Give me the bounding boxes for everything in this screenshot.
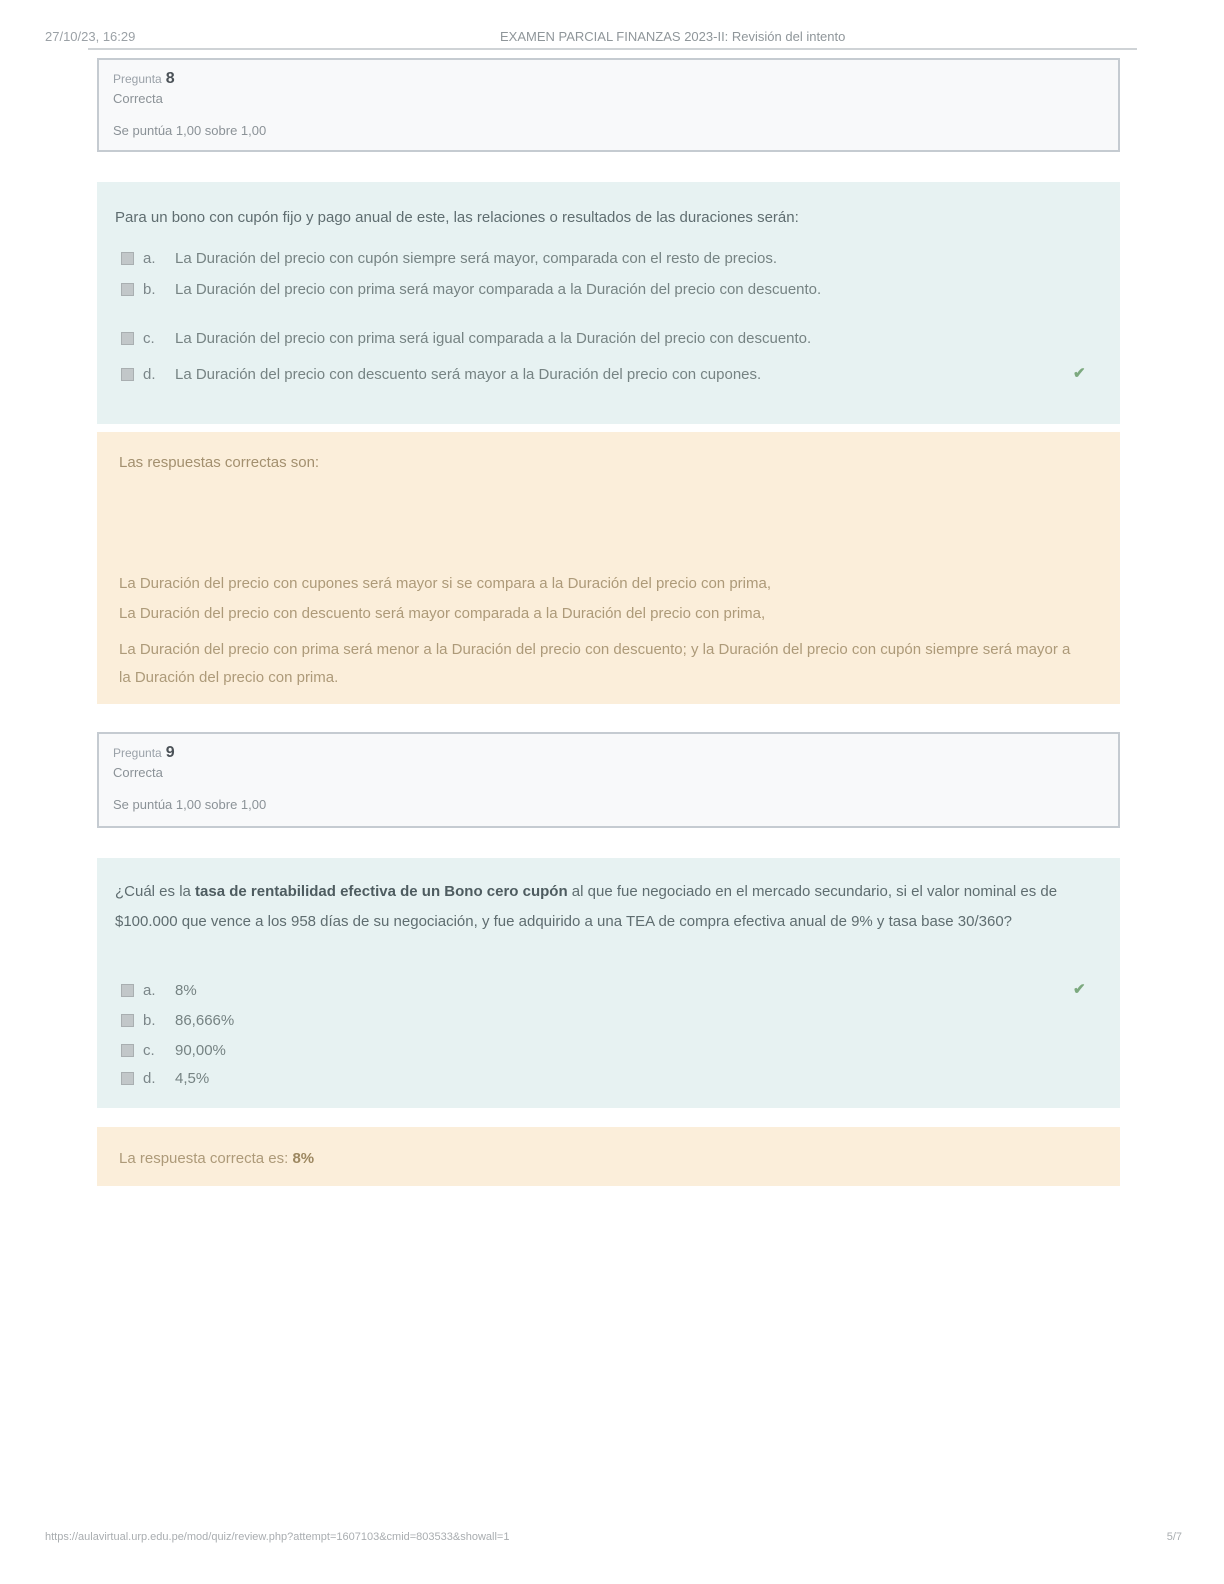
option-text: La Duración del precio con prima será igual comparada a la Duración del precio con descuento. <box>175 330 812 347</box>
correct-check-icon: ✔ <box>1073 365 1086 382</box>
question-9-option-a[interactable] <box>121 982 197 999</box>
question-9-option-b[interactable] <box>121 1012 234 1029</box>
page-title: EXAMEN PARCIAL FINANZAS 2023-II: Revisión del intento <box>500 29 846 44</box>
checkbox-icon[interactable] <box>121 283 134 296</box>
feedback-heading: Las respuestas correctas son: <box>119 454 320 471</box>
print-page-number: 5/7 <box>1166 1531 1182 1543</box>
question-8-body <box>97 182 1120 424</box>
option-text: La Duración del precio con cupón siempre será mayor, comparada con el resto de precios. <box>175 250 777 267</box>
question-state: Correcta <box>113 91 163 106</box>
question-number-row <box>113 744 1104 762</box>
question-number: 8 <box>165 70 175 87</box>
checkbox-icon[interactable] <box>121 252 134 265</box>
question-8-feedback-box <box>97 432 1120 704</box>
question-9-stem <box>115 877 1090 937</box>
question-8-option-d[interactable] <box>121 366 761 383</box>
option-text: La Duración del precio con descuento será mayor a la Duración del precio con cupones. <box>175 366 762 383</box>
question-grade: Se puntúa 1,00 sobre 1,00 <box>113 797 267 812</box>
option-letter: d. <box>143 366 156 383</box>
option-letter: c. <box>143 330 155 347</box>
feedback-line: La Duración del precio con cupones será mayor si se compara a la Duración del precio con prima, <box>119 575 771 592</box>
checkbox-icon[interactable] <box>121 1014 134 1027</box>
print-datetime: 27/10/23, 16:29 <box>45 29 136 44</box>
question-label: Pregunta <box>113 746 162 760</box>
question-9-info-box <box>97 732 1120 828</box>
question-8-info-box <box>97 58 1120 152</box>
option-letter: b. <box>143 281 156 298</box>
checkbox-icon[interactable] <box>121 368 134 381</box>
checkbox-icon[interactable] <box>121 332 134 345</box>
correct-check-icon: ✔ <box>1073 981 1086 998</box>
option-text: 8% <box>175 982 197 999</box>
feedback-heading: La respuesta correcta es: <box>119 1150 293 1167</box>
stem-rest: al que fue negociado en el mercado secundario, si el valor nominal es de $100.000 que vence a los 958 días de su negociación, y fue adquirido a una TEA de compra efectiva anual de 9% y tasa base 30/360? <box>115 883 1058 930</box>
option-letter: a. <box>143 250 156 267</box>
option-text: La Duración del precio con prima será mayor comparada a la Duración del precio con descuento. <box>175 281 822 298</box>
checkbox-icon[interactable] <box>121 1072 134 1085</box>
stem-bold: tasa de rentabilidad efectiva de un Bono cero cupón <box>195 883 568 900</box>
option-letter: c. <box>143 1042 155 1059</box>
feedback-answer: 8% <box>292 1150 315 1167</box>
question-9-body <box>97 858 1120 1108</box>
option-letter: b. <box>143 1012 156 1029</box>
feedback-line <box>119 1145 1080 1173</box>
feedback-line: La Duración del precio con prima será menor a la Duración del precio con descuento; y la Duración del precio con cupón siempre será mayor a la Duración del precio con prima. <box>119 641 1071 686</box>
question-8-option-b[interactable] <box>121 281 821 298</box>
option-text: 90,00% <box>175 1042 226 1059</box>
option-letter: a. <box>143 982 156 999</box>
question-number-row <box>113 70 1104 88</box>
stem-pre: ¿Cuál es la <box>115 883 196 900</box>
question-state: Correcta <box>113 765 163 780</box>
question-label: Pregunta <box>113 72 162 86</box>
question-number: 9 <box>165 744 175 761</box>
question-8-option-a[interactable] <box>121 250 777 267</box>
option-text: 4,5% <box>175 1070 210 1087</box>
question-9-feedback-box <box>97 1127 1120 1186</box>
checkbox-icon[interactable] <box>121 1044 134 1057</box>
option-letter: d. <box>143 1070 156 1087</box>
question-9-option-c[interactable] <box>121 1042 226 1059</box>
option-text: 86,666% <box>175 1012 235 1029</box>
question-grade: Se puntúa 1,00 sobre 1,00 <box>113 123 267 138</box>
checkbox-icon[interactable] <box>121 984 134 997</box>
question-8-option-c[interactable] <box>121 330 811 347</box>
question-9-option-d[interactable] <box>121 1070 209 1087</box>
feedback-line: La Duración del precio con descuento será mayor comparada a la Duración del precio con prima, <box>119 605 766 622</box>
print-url: https://aulavirtual.urp.edu.pe/mod/quiz/review.php?attempt=1607103&cmid=803533&showall=1 <box>45 1531 510 1543</box>
header-divider <box>88 48 1137 50</box>
question-8-stem: Para un bono con cupón fijo y pago anual de este, las relaciones o resultados de las duraciones serán: <box>115 209 799 226</box>
